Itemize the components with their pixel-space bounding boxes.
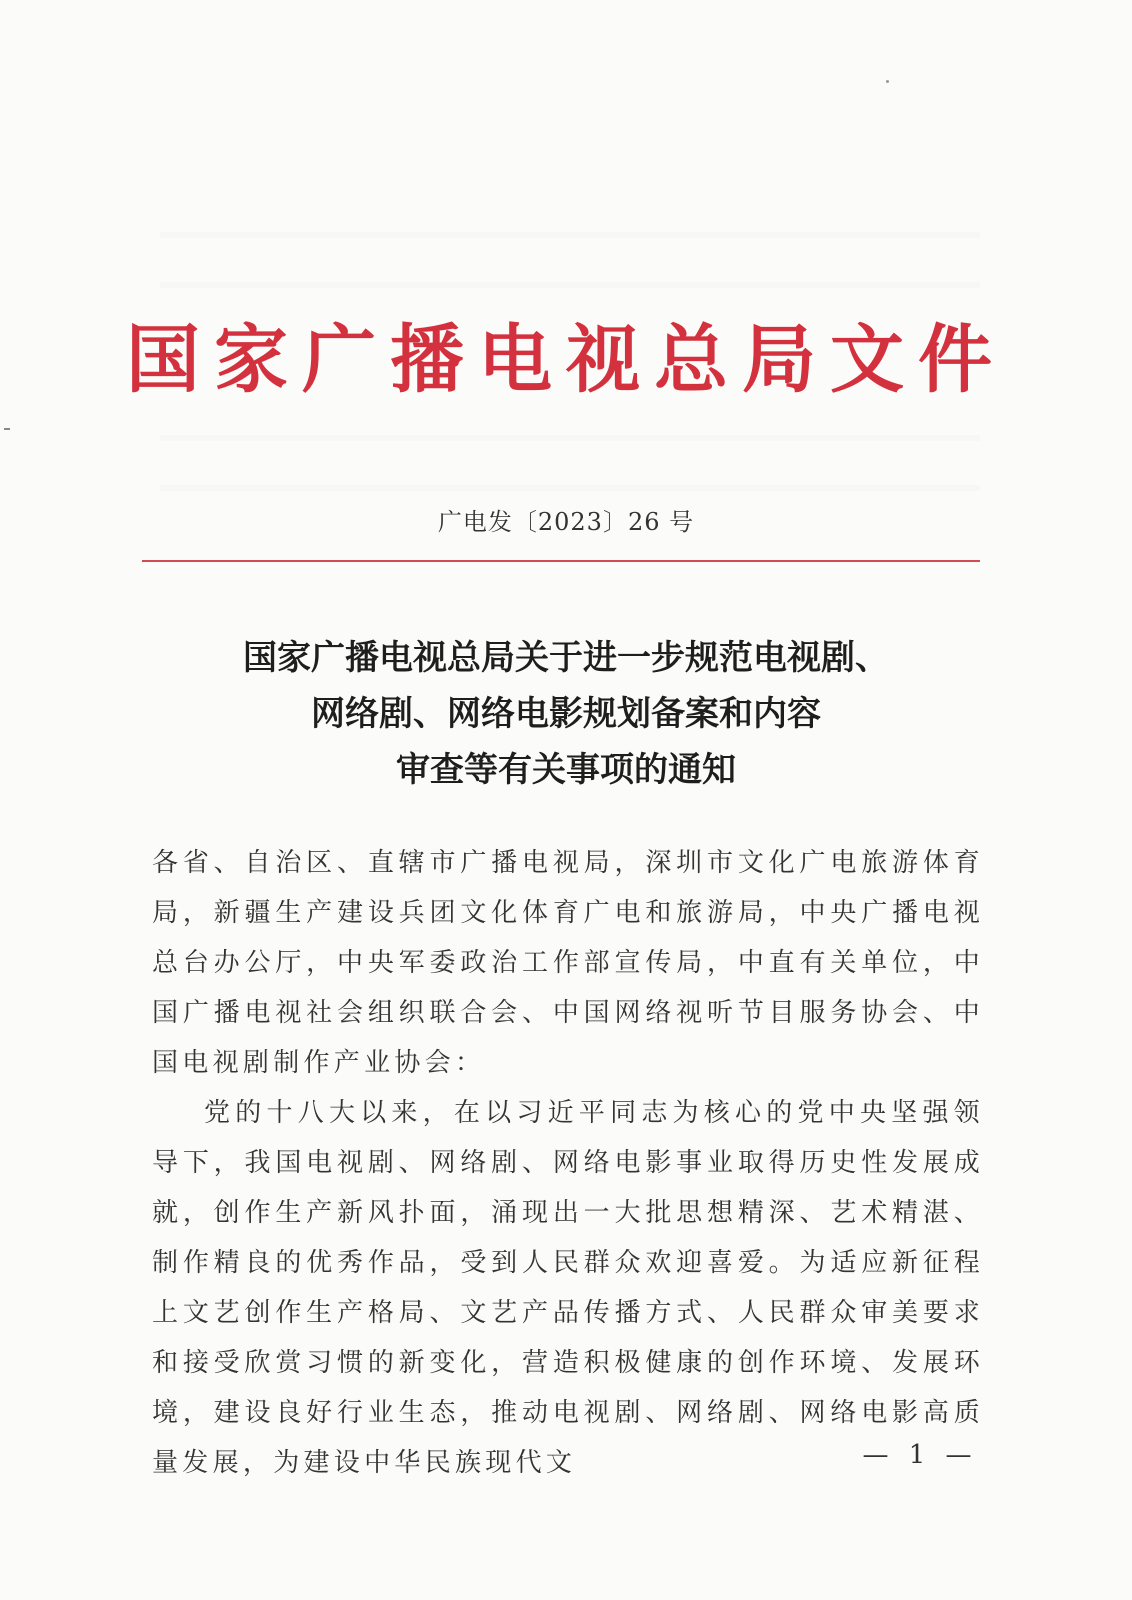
title-line-3: 审查等有关事项的通知 (396, 750, 736, 790)
document-number: 广电发〔2023〕26 号 (437, 508, 695, 536)
red-separator-rule (142, 560, 980, 562)
bleed-through-line (160, 485, 980, 491)
bleed-through-line (160, 435, 980, 441)
bleed-through-line (160, 282, 980, 288)
document-body (152, 838, 984, 1488)
scan-speck (886, 80, 889, 83)
body-paragraph-1: 党的十八大以来，在以习近平同志为核心的党中央坚强领导下，我国电视剧、网络剧、网络电影事业取得历史性发展成就，创作生产新风扑面，涌现出一大批思想精深、艺术精湛、制作精良的优秀作品，受到人民群众欢迎喜爱。为适应新征程上文艺创作生产格局、文艺产品传播方式、人民群众审美要求和接受欣赏习惯的新变化，营造积极健康的创作环境、发展环境，建设良好行业生态，推动电视剧、网络剧、网络电影高质量发展，为建设中华民族现代文 (152, 1098, 984, 1478)
page-number: — 1 — (862, 1440, 978, 1470)
salutation: 各省、自治区、直辖市广播电视局，深圳市文化广电旅游体育局，新疆生产建设兵团文化体育广电和旅游局，中央广播电视总台办公厅，中央军委政治工作部宣传局，中直有关单位，中国广播电视社会组织联合会、中国网络视听节目服务协会、中国电视剧制作产业协会： (152, 848, 984, 1078)
title-line-2: 网络剧、网络电影规划备案和内容 (311, 694, 821, 734)
bleed-through-line (160, 232, 980, 238)
masthead: 国家广播电视总局文件 (126, 317, 1006, 403)
document-title (0, 630, 1132, 798)
title-line-1: 国家广播电视总局关于进一步规范电视剧、 (243, 638, 889, 678)
scan-edge-mark (4, 428, 10, 430)
